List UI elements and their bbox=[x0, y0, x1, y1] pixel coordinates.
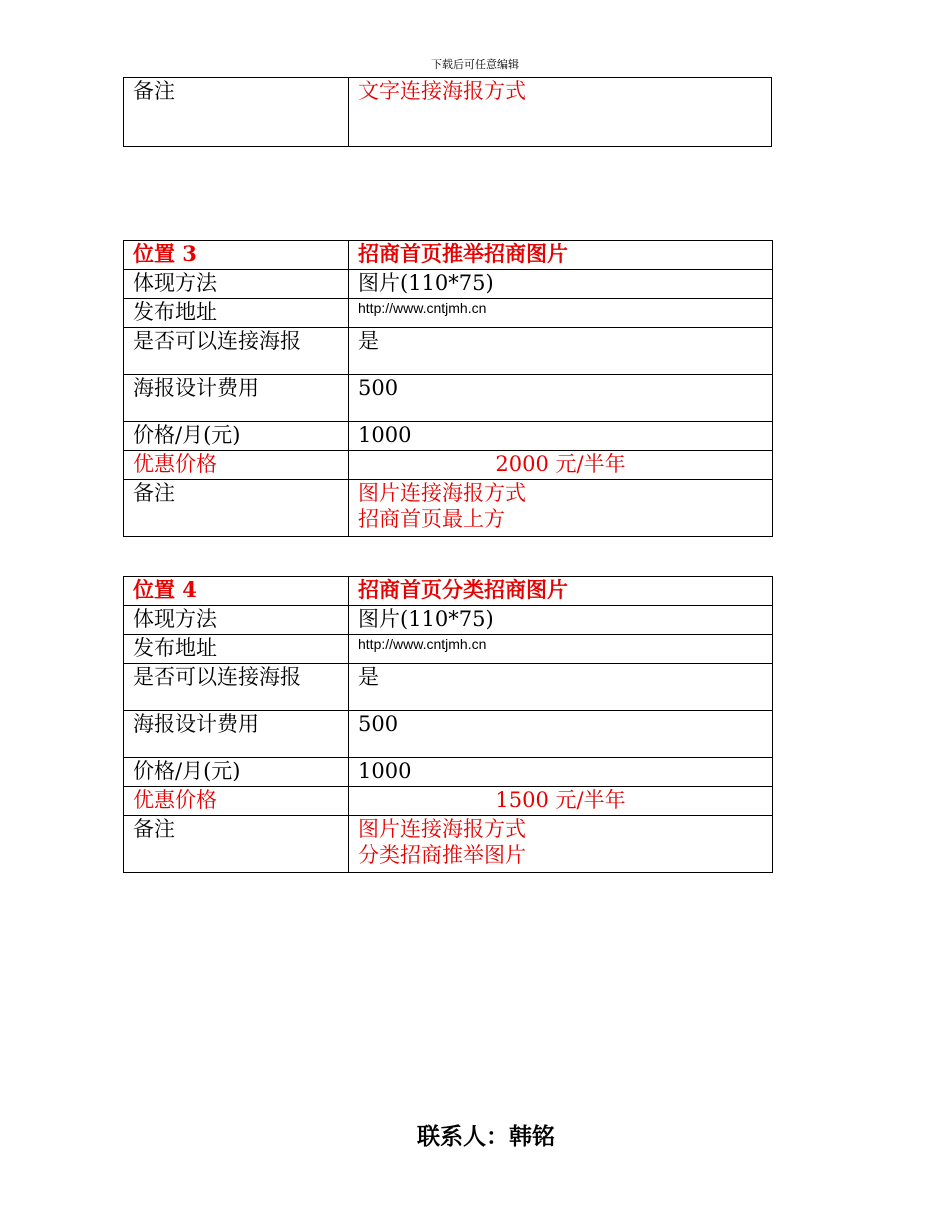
remark-label: 备注 bbox=[124, 78, 349, 147]
table-row bbox=[124, 816, 773, 873]
page-header-note: 下载后可任意编辑 bbox=[431, 58, 519, 71]
remark-value bbox=[349, 816, 773, 873]
table-row bbox=[124, 711, 773, 758]
price-value: 1000 bbox=[349, 422, 773, 451]
position-title: 招商首页分类招商图片 bbox=[349, 577, 773, 606]
discount-label: 优惠价格 bbox=[124, 451, 349, 480]
table-row bbox=[124, 299, 773, 328]
design-fee-value: 500 bbox=[349, 375, 773, 422]
method-label: 体现方法 bbox=[124, 606, 349, 635]
table-row bbox=[124, 422, 773, 451]
address-link[interactable]: http://www.cntjmh.cn bbox=[349, 299, 773, 328]
remark-line-1: 图片连接海报方式 bbox=[358, 481, 526, 505]
table-row bbox=[124, 606, 773, 635]
table-row bbox=[124, 451, 773, 480]
design-fee-label: 海报设计费用 bbox=[124, 375, 349, 422]
link-value: 是 bbox=[349, 664, 773, 711]
contact-person: 联系人：韩铭 bbox=[417, 1124, 555, 1150]
address-link[interactable]: http://www.cntjmh.cn bbox=[349, 635, 773, 664]
table-row bbox=[124, 375, 773, 422]
remark-line-2: 分类招商推举图片 bbox=[358, 843, 526, 867]
table-row bbox=[124, 758, 773, 787]
price-label: 价格/月(元) bbox=[124, 422, 349, 451]
address-label: 发布地址 bbox=[124, 635, 349, 664]
remark-label: 备注 bbox=[124, 480, 349, 537]
discount-value: 1500 元/半年 bbox=[349, 787, 773, 816]
table-row bbox=[124, 78, 772, 147]
method-label: 体现方法 bbox=[124, 270, 349, 299]
method-value: 图片(110*75) bbox=[349, 270, 773, 299]
discount-label: 优惠价格 bbox=[124, 787, 349, 816]
table-row bbox=[124, 480, 773, 537]
table-row bbox=[124, 270, 773, 299]
table-row bbox=[124, 241, 773, 270]
discount-value: 2000 元/半年 bbox=[349, 451, 773, 480]
price-label: 价格/月(元) bbox=[124, 758, 349, 787]
design-fee-value: 500 bbox=[349, 711, 773, 758]
design-fee-label: 海报设计费用 bbox=[124, 711, 349, 758]
remark-line-2: 招商首页最上方 bbox=[358, 507, 505, 531]
table-position-2-remark bbox=[123, 77, 772, 147]
remark-label: 备注 bbox=[124, 816, 349, 873]
position-label: 位置 3 bbox=[124, 241, 349, 270]
position-title: 招商首页推举招商图片 bbox=[349, 241, 773, 270]
table-position-3 bbox=[123, 240, 773, 537]
remark-value: 文字连接海报方式 bbox=[349, 78, 772, 147]
method-value: 图片(110*75) bbox=[349, 606, 773, 635]
link-label: 是否可以连接海报 bbox=[124, 328, 349, 375]
table-row bbox=[124, 787, 773, 816]
link-label: 是否可以连接海报 bbox=[124, 664, 349, 711]
table-row bbox=[124, 328, 773, 375]
table-row bbox=[124, 664, 773, 711]
address-label: 发布地址 bbox=[124, 299, 349, 328]
remark-value bbox=[349, 480, 773, 537]
remark-line-1: 图片连接海报方式 bbox=[358, 817, 526, 841]
table-position-4 bbox=[123, 576, 773, 873]
table-row bbox=[124, 635, 773, 664]
table-row bbox=[124, 577, 773, 606]
position-label: 位置 4 bbox=[124, 577, 349, 606]
link-value: 是 bbox=[349, 328, 773, 375]
price-value: 1000 bbox=[349, 758, 773, 787]
